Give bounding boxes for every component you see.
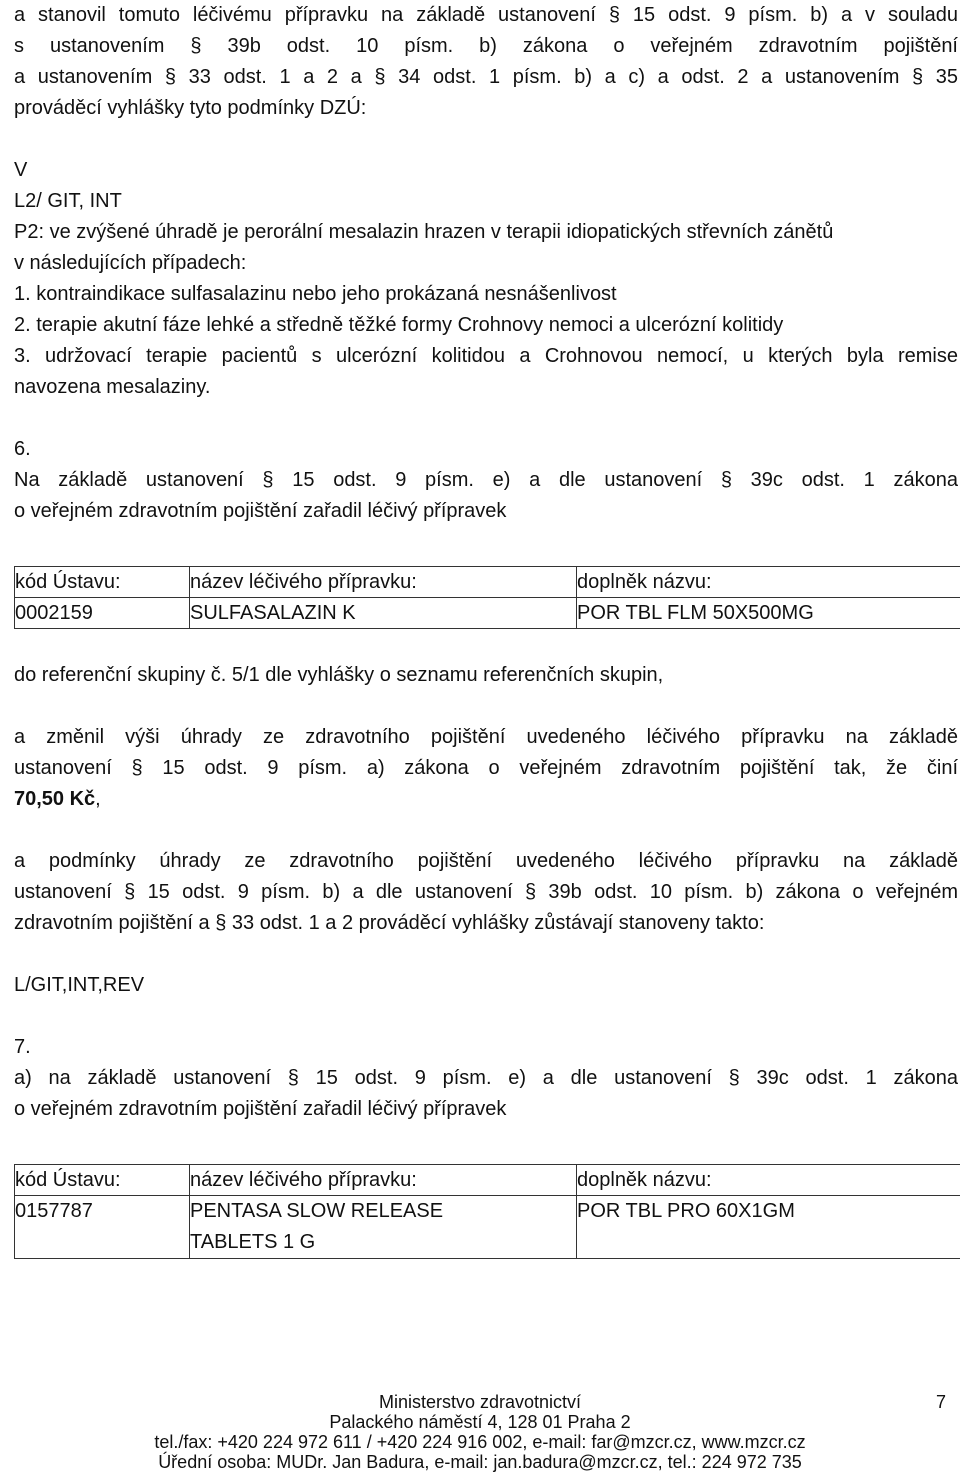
table-row [15,598,960,629]
section-number: 6. [14,438,31,460]
page-number: 7 [935,1392,946,1412]
condition-v: V [14,159,28,181]
text-line: ustanovení § 15 odst. 9 písm. a) zákona o veřejném zdravotním pojištění tak, že činí [14,757,958,779]
condition-item-2: 2. terapie akutní fáze lehké a středně těžké formy Crohnovy nemoci a ulcerózní kolitidy [14,314,784,336]
header-supplement: doplněk názvu: [577,567,960,598]
text-line: ustanovení § 15 odst. 9 písm. b) a dle ustanovení § 39b odst. 10 písm. b) zákona o veřejném [14,881,958,903]
page-footer [0,1392,960,1472]
condition-code: L2/ GIT, INT [14,190,122,212]
reference-group-a: do referenční skupiny č. [14,664,232,686]
amount-line [14,784,958,815]
header-code: kód Ústavu: [15,1165,190,1196]
cell-supplement: POR TBL FLM 50X500MG [577,598,960,629]
text-line: s ustanovením § 39b odst. 10 písm. b) zákona o veřejném zdravotním pojištění [14,35,958,57]
condition-item-3: 3. udržovací terapie pacientů s ulcerózní kolitidou a Crohnovou nemocí, u kterých byla remise [14,345,958,367]
cell-name-line-2: TABLETS 1 G [190,1231,316,1253]
text-line: a změnil výši úhrady ze zdravotního pojištění uvedeného léčivého přípravku na základě [14,726,958,748]
text-line: prováděcí vyhlášky tyto podmínky DZÚ: [14,97,367,119]
cell-supplement: POR TBL PRO 60X1GM [577,1196,960,1259]
drug-table-sulfasalazin [14,566,960,629]
drug-table-pentasa [14,1164,960,1259]
text-line: a) na základě ustanovení § 15 odst. 9 písm. e) a dle ustanovení § 39c odst. 1 zákona [14,1067,958,1089]
header-name: název léčivého přípravku: [190,1165,577,1196]
cell-name-line-1: PENTASA SLOW RELEASE [190,1200,444,1222]
table-header-row [15,567,960,598]
condition-item-1: 1. kontraindikace sulfasalazinu nebo jeho prokázaná nesnášenlivost [14,283,617,305]
condition-p2-cont: v následujících případech: [14,252,247,274]
text-line: a ustanovením § 33 odst. 1 a 2 a § 34 odst. 1 písm. b) a c) a odst. 2 a ustanovením § 35 [14,66,958,88]
footer-official: Úřední osoba: MUDr. Jan Badura, e-mail: jan.badura@mzcr.cz, tel.: 224 972 735 [158,1452,802,1472]
text-line: o veřejném zdravotním pojištění zařadil léčivý přípravek [14,500,507,522]
condition-p2: P2: ve zvýšené úhradě je perorální mesalazin hrazen v terapii idiopatických střevních zánětů [14,221,834,243]
document-page [14,0,958,1259]
cell-code: 0157787 [15,1196,190,1259]
text-line: Na základě ustanovení § 15 odst. 9 písm. e) a dle ustanovení § 39c odst. 1 zákona [14,469,958,491]
cell-name [190,1196,577,1259]
footer-address: Palackého náměstí 4, 128 01 Praha 2 [329,1412,631,1432]
header-code: kód Ústavu: [15,567,190,598]
condition-code: L/GIT,INT,REV [14,974,145,996]
header-name: název léčivého přípravku: [190,567,577,598]
text-line: a stanovil tomuto léčivému přípravku na základě ustanovení § 15 odst. 9 písm. b) a v souladu [14,4,958,26]
text-line: a podmínky úhrady ze zdravotního pojištění uvedeného léčivého přípravku na základě [14,850,958,872]
footer-ministry: Ministerstvo zdravotnictví [378,1392,582,1412]
reimbursement-amount: 70,50 Kč [14,788,96,810]
text-line: o veřejném zdravotním pojištění zařadil léčivý přípravek [14,1098,507,1120]
table-row [15,1196,960,1259]
cell-code: 0002159 [15,598,190,629]
text-line: zdravotním pojištění a § 33 odst. 1 a 2 prováděcí vyhlášky zůstávají stanoveny takto: [14,912,765,934]
footer-contact: tel./fax: +420 224 972 611 / +420 224 916 002, e-mail: far@mzcr.cz, www.mzcr.cz [154,1432,806,1452]
cell-name: SULFASALAZIN K [190,598,577,629]
amount-tail: , [95,788,101,810]
reference-group [14,660,958,691]
condition-item-3-cont: navozena mesalaziny. [14,376,211,398]
reference-group-b: 5/1 dle vyhlášky o seznamu referenčních skupin, [231,664,664,686]
section-number: 7. [14,1036,31,1058]
table-header-row [15,1165,960,1196]
header-supplement: doplněk názvu: [577,1165,960,1196]
